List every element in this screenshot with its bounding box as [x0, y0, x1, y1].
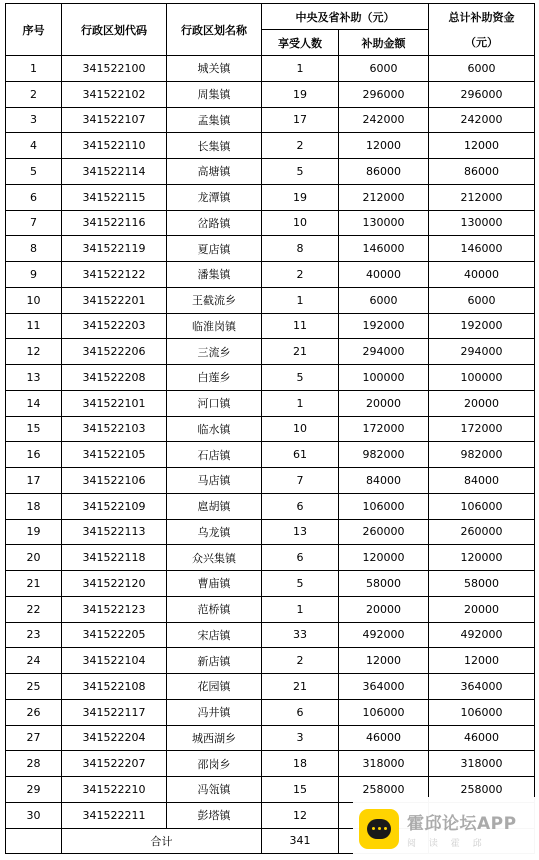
- cell-people: 1: [262, 287, 339, 313]
- table-row: [6, 519, 535, 545]
- cell-total: 258000: [429, 777, 535, 803]
- cell-amount: 58000: [339, 571, 429, 597]
- cell-total: 982000: [429, 442, 535, 468]
- cell-code: 341522106: [62, 468, 167, 494]
- cell-name: 白莲乡: [167, 365, 262, 391]
- cell-people: 33: [262, 622, 339, 648]
- cell-code: 341522115: [62, 184, 167, 210]
- cell-amount: 260000: [339, 519, 429, 545]
- table-row: [6, 571, 535, 597]
- cell-people: 21: [262, 339, 339, 365]
- cell-code: 341522107: [62, 107, 167, 133]
- cell-amount: 40000: [339, 262, 429, 288]
- cell-people: 6: [262, 699, 339, 725]
- cell-index: 4: [6, 133, 62, 159]
- cell-code: 341522208: [62, 365, 167, 391]
- cell-index: 14: [6, 390, 62, 416]
- cell-name: 周集镇: [167, 81, 262, 107]
- cell-code: 341522117: [62, 699, 167, 725]
- cell-people: 12: [262, 802, 339, 828]
- cell-code: 341522101: [62, 390, 167, 416]
- table-body: [6, 56, 535, 854]
- header-name: 行政区划名称: [167, 4, 262, 56]
- table-row: [6, 648, 535, 674]
- table-row: [6, 390, 535, 416]
- cell-amount: 242000: [339, 107, 429, 133]
- cell-total: 100000: [429, 365, 535, 391]
- cell-amount: 294000: [339, 339, 429, 365]
- cell-index: 9: [6, 262, 62, 288]
- cell-people: 2: [262, 133, 339, 159]
- table-row: [6, 133, 535, 159]
- cell-amount: 982000: [339, 442, 429, 468]
- cell-code: 341522100: [62, 56, 167, 82]
- cell-name: 龙潭镇: [167, 184, 262, 210]
- cell-amount: 146000: [339, 236, 429, 262]
- cell-name: 乌龙镇: [167, 519, 262, 545]
- cell-name: 范桥镇: [167, 596, 262, 622]
- cell-index: 21: [6, 571, 62, 597]
- cell-people: 1: [262, 596, 339, 622]
- cell-code: 341522206: [62, 339, 167, 365]
- cell-code: 341522120: [62, 571, 167, 597]
- cell-code: 341522103: [62, 416, 167, 442]
- cell-people: 19: [262, 184, 339, 210]
- cell-index: 6: [6, 184, 62, 210]
- cell-people: 8: [262, 236, 339, 262]
- cell-total: 492000: [429, 622, 535, 648]
- header-index: 序号: [6, 4, 62, 56]
- table-row: [6, 416, 535, 442]
- cell-total: 86000: [429, 159, 535, 185]
- cell-name: 石店镇: [167, 442, 262, 468]
- cell-index: 22: [6, 596, 62, 622]
- cell-total: 106000: [429, 699, 535, 725]
- cell-people: 13: [262, 519, 339, 545]
- cell-total: 130000: [429, 210, 535, 236]
- cell-amount: 106000: [339, 493, 429, 519]
- table-row: [6, 596, 535, 622]
- cell-people: 10: [262, 210, 339, 236]
- cell-amount: 100000: [339, 365, 429, 391]
- cell-name: 花园镇: [167, 674, 262, 700]
- cell-name: 潘集镇: [167, 262, 262, 288]
- cell-people: 10: [262, 416, 339, 442]
- table-row: [6, 545, 535, 571]
- cell-total: 364000: [429, 674, 535, 700]
- cell-people: 2: [262, 262, 339, 288]
- table-row: [6, 236, 535, 262]
- cell-index: 20: [6, 545, 62, 571]
- cell-code: 341522104: [62, 648, 167, 674]
- cell-index: 30: [6, 802, 62, 828]
- cell-name: 高塘镇: [167, 159, 262, 185]
- cell-index: 25: [6, 674, 62, 700]
- cell-total: 242000: [429, 107, 535, 133]
- cell-people: 6: [262, 493, 339, 519]
- cell-total: 12000: [429, 648, 535, 674]
- cell-people: 5: [262, 159, 339, 185]
- cell-index: 13: [6, 365, 62, 391]
- table-row: [6, 184, 535, 210]
- cell-name: 众兴集镇: [167, 545, 262, 571]
- cell-index: 16: [6, 442, 62, 468]
- header-total-funds: [429, 4, 535, 56]
- chat-bubble-icon: [359, 809, 399, 849]
- cell-total: 106000: [429, 493, 535, 519]
- cell-amount: 296000: [339, 81, 429, 107]
- cell-name: 临淮岗镇: [167, 313, 262, 339]
- cell-name: 马店镇: [167, 468, 262, 494]
- cell-people: 5: [262, 571, 339, 597]
- cell-code: 341522203: [62, 313, 167, 339]
- cell-people: 17: [262, 107, 339, 133]
- cell-code: 341522204: [62, 725, 167, 751]
- cell-code: 341522113: [62, 519, 167, 545]
- cell-amount: 12000: [339, 648, 429, 674]
- cell-code: 341522119: [62, 236, 167, 262]
- table-row: [6, 751, 535, 777]
- cell-index: 15: [6, 416, 62, 442]
- cell-amount: 120000: [339, 545, 429, 571]
- cell-code: 341522118: [62, 545, 167, 571]
- cell-total: 40000: [429, 262, 535, 288]
- header-central-subsidy: 中央及省补助（元）: [262, 4, 429, 30]
- cell-total: 172000: [429, 416, 535, 442]
- cell-name: 城西湖乡: [167, 725, 262, 751]
- cell-index: 10: [6, 287, 62, 313]
- cell-index: 1: [6, 56, 62, 82]
- header-total-funds-label: 总计补助资金（元）: [448, 10, 515, 49]
- cell-amount: 364000: [339, 674, 429, 700]
- total-people: 341: [262, 828, 339, 854]
- cell-index: 18: [6, 493, 62, 519]
- cell-name: 夏店镇: [167, 236, 262, 262]
- cell-name: 彭塔镇: [167, 802, 262, 828]
- table-row: [6, 493, 535, 519]
- cell-index: 2: [6, 81, 62, 107]
- cell-name: 冯瓴镇: [167, 777, 262, 803]
- table-row: [6, 622, 535, 648]
- cell-code: 341522114: [62, 159, 167, 185]
- cell-name: 曹庙镇: [167, 571, 262, 597]
- cell-index: 17: [6, 468, 62, 494]
- cell-people: 19: [262, 81, 339, 107]
- cell-total: 84000: [429, 468, 535, 494]
- table-row: [6, 210, 535, 236]
- cell-code: 341522122: [62, 262, 167, 288]
- cell-total: 58000: [429, 571, 535, 597]
- cell-index: [6, 828, 62, 854]
- cell-code: 341522211: [62, 802, 167, 828]
- cell-amount: 12000: [339, 133, 429, 159]
- cell-code: 341522108: [62, 674, 167, 700]
- cell-amount: 318000: [339, 751, 429, 777]
- cell-name: 城关镇: [167, 56, 262, 82]
- cell-name: 孟集镇: [167, 107, 262, 133]
- watermark-title: 霍邱论坛APP: [407, 813, 517, 834]
- cell-code: 341522110: [62, 133, 167, 159]
- cell-name: 岔路镇: [167, 210, 262, 236]
- table-row: [6, 699, 535, 725]
- cell-name: 王截流乡: [167, 287, 262, 313]
- cell-people: 3: [262, 725, 339, 751]
- cell-index: 26: [6, 699, 62, 725]
- header-code: 行政区划代码: [62, 4, 167, 56]
- table-row: [6, 365, 535, 391]
- cell-total: 20000: [429, 390, 535, 416]
- cell-amount: 258000: [339, 777, 429, 803]
- cell-people: 15: [262, 777, 339, 803]
- table-row: [6, 56, 535, 82]
- cell-people: 21: [262, 674, 339, 700]
- total-label: 合计: [62, 828, 262, 854]
- cell-index: 8: [6, 236, 62, 262]
- cell-people: 1: [262, 56, 339, 82]
- cell-code: 341522205: [62, 622, 167, 648]
- subsidy-table: [5, 3, 535, 854]
- cell-total: 212000: [429, 184, 535, 210]
- cell-index: 12: [6, 339, 62, 365]
- cell-name: 三流乡: [167, 339, 262, 365]
- cell-amount: 46000: [339, 725, 429, 751]
- cell-total: 294000: [429, 339, 535, 365]
- cell-total: 192000: [429, 313, 535, 339]
- cell-amount: 20000: [339, 596, 429, 622]
- header-people: 享受人数: [262, 30, 339, 56]
- cell-index: 24: [6, 648, 62, 674]
- cell-amount: 492000: [339, 622, 429, 648]
- cell-amount: 84000: [339, 468, 429, 494]
- cell-code: 341522210: [62, 777, 167, 803]
- table-row: [6, 81, 535, 107]
- table-row: [6, 287, 535, 313]
- cell-name: 河口镇: [167, 390, 262, 416]
- cell-people: 11: [262, 313, 339, 339]
- cell-index: 5: [6, 159, 62, 185]
- cell-total: 12000: [429, 133, 535, 159]
- cell-amount: 212000: [339, 184, 429, 210]
- table-row: [6, 442, 535, 468]
- cell-amount: 192000: [339, 313, 429, 339]
- table-row: [6, 313, 535, 339]
- cell-total: 260000: [429, 519, 535, 545]
- table-row: [6, 339, 535, 365]
- cell-amount: 20000: [339, 390, 429, 416]
- cell-name: 冯井镇: [167, 699, 262, 725]
- cell-amount: 86000: [339, 159, 429, 185]
- cell-people: 18: [262, 751, 339, 777]
- cell-people: 61: [262, 442, 339, 468]
- cell-total: 146000: [429, 236, 535, 262]
- cell-code: 341522123: [62, 596, 167, 622]
- watermark-subtitle: 阅 读 霍 邱: [407, 838, 487, 849]
- cell-name: 宋店镇: [167, 622, 262, 648]
- cell-people: 1: [262, 390, 339, 416]
- table-row: [6, 159, 535, 185]
- cell-code: 341522102: [62, 81, 167, 107]
- cell-code: 341522116: [62, 210, 167, 236]
- cell-code: 341522201: [62, 287, 167, 313]
- cell-amount: 130000: [339, 210, 429, 236]
- watermark: [353, 797, 539, 860]
- cell-index: 3: [6, 107, 62, 133]
- cell-total: 318000: [429, 751, 535, 777]
- header-row: [6, 4, 535, 30]
- cell-amount: 6000: [339, 56, 429, 82]
- cell-total: 120000: [429, 545, 535, 571]
- cell-index: 11: [6, 313, 62, 339]
- cell-name: 长集镇: [167, 133, 262, 159]
- cell-index: 29: [6, 777, 62, 803]
- cell-total: 6000: [429, 56, 535, 82]
- cell-name: 邵岗乡: [167, 751, 262, 777]
- cell-index: 27: [6, 725, 62, 751]
- cell-index: 19: [6, 519, 62, 545]
- cell-amount: 106000: [339, 699, 429, 725]
- cell-people: 5: [262, 365, 339, 391]
- table-row: [6, 725, 535, 751]
- header-amount: 补助金额: [339, 30, 429, 56]
- cell-people: 7: [262, 468, 339, 494]
- cell-people: 6: [262, 545, 339, 571]
- cell-total: 20000: [429, 596, 535, 622]
- cell-amount: 172000: [339, 416, 429, 442]
- cell-index: 28: [6, 751, 62, 777]
- table-row: [6, 262, 535, 288]
- cell-code: 341522207: [62, 751, 167, 777]
- cell-code: 341522109: [62, 493, 167, 519]
- table-row: [6, 107, 535, 133]
- table-row: [6, 674, 535, 700]
- cell-name: 临水镇: [167, 416, 262, 442]
- cell-people: 2: [262, 648, 339, 674]
- cell-name: 扈胡镇: [167, 493, 262, 519]
- cell-index: 23: [6, 622, 62, 648]
- cell-amount: 6000: [339, 287, 429, 313]
- cell-code: 341522105: [62, 442, 167, 468]
- cell-total: 296000: [429, 81, 535, 107]
- cell-total: 6000: [429, 287, 535, 313]
- cell-index: 7: [6, 210, 62, 236]
- cell-total: 46000: [429, 725, 535, 751]
- cell-name: 新店镇: [167, 648, 262, 674]
- table-row: [6, 468, 535, 494]
